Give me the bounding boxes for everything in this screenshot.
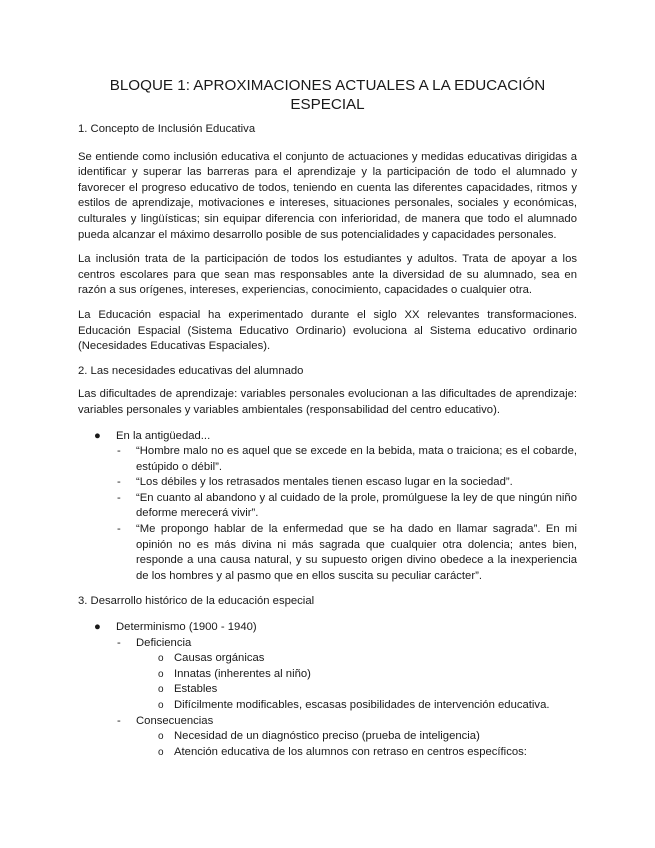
dash-icon: - [117,636,121,649]
list-item-determinism [78,620,577,636]
sub-item [78,667,577,683]
dash-icon: - [117,476,121,489]
circle-icon: o [158,700,164,711]
circle-icon: o [158,668,164,680]
sub-item [78,729,577,745]
quote-item [78,475,577,491]
antiquity-list [78,429,577,585]
circle-icon: o [158,653,164,665]
sub-item-text: Necesidad de un diagnóstico preciso (prueba de inteligencia) [174,730,480,743]
section-1-paragraph-2: La inclusión trata de la participación de todos los estudiantes y adultos. Trata de apoyar a los centros escolares para que sean mas responsables ante la diversidad de su alumnado, sea en razón a sus orígenes, intereses, experiencias, conocimiento, capacidades o cualquier otra. [78,253,577,297]
bullet-text: Determinismo (1900 - 1940) [116,621,257,634]
list-item-antiquity [78,429,577,445]
quote-item [78,444,577,475]
section-2-heading: 2. Las necesidades educativas del alumnado [78,364,304,377]
section-3-heading: 3. Desarrollo histórico de la educación especial [78,595,315,608]
sub-item-text: Difícilmente modificables, escasas posibilidades de intervención educativa. [174,699,550,711]
section-1-heading: 1. Concepto de Inclusión Educativa [78,123,256,135]
dash-icon: - [117,714,121,727]
bullet-text: En la antigüedad... [116,429,211,442]
document-title: BLOQUE 1: APROXIMACIONES ACTUALES A LA EDUCACIÓN ESPECIAL [109,77,546,113]
dash-icon: - [117,523,121,536]
sub-item [78,698,577,714]
section-1-paragraph-3: La Educación espacial ha experimentado durante el siglo XX relevantes transformaciones. Educación Espacial (Sistema Educativo Ordinario) evoluciona al Sistema educativo ordinario (Necesidades Educativas Espaciales). [78,308,577,353]
section-1-paragraph-1: Se entiende como inclusión educativa el conjunto de actuaciones y medidas educativas dirigidas a identificar y superar las barreras para el aprendizaje y la participación de todo el alumnado y favorecer el progreso educativo de todos, teniendo en cuenta las diferentes capacidades, ritmos y estilos de aprendizaje, motivaciones e intereses, situaciones personales, sociales y económicas, culturales y lingüísticas; sin equipar diferencia con inferioridad, de manera que todo el alumnado pueda alcanzar el máximo desarrollo posible de sus potencialidades y capacidades personales. [78,150,577,241]
sub-item [78,651,577,667]
dash-icon: - [117,491,121,504]
quote-item [78,522,577,584]
bullet-icon: ● [94,621,101,634]
section-2-paragraph: Las dificultades de aprendizaje: variables personales evolucionan a las dificultades de aprendizaje: variables personales y variables ambientales (responsabilidad del centro educativo). [78,388,577,416]
quote-text: “En cuanto al abandono y al cuidado de la prole, promúlguese la ley de que ningún niño deforme merecerá vivir”. [136,491,577,520]
sub-item-text: Causas orgánicas [174,652,265,665]
quote-text: “Hombre malo no es aquel que se excede en la bebida, mata o traiciona; es el cobarde, estúpido o débil”. [136,445,577,473]
sub-item-text: Estables [174,683,218,696]
quote-item [78,491,577,522]
circle-icon: o [158,731,164,743]
circle-icon: o [158,746,164,758]
circle-icon: o [158,684,164,696]
group-item-consecuencias [78,714,577,730]
sub-item [78,745,577,761]
section-3 [78,594,577,760]
determinism-list [78,620,577,760]
group-label: Consecuencias [136,714,214,727]
group-item-deficiencia [78,636,577,652]
section-1 [78,122,577,355]
group-label: Deficiencia [136,636,192,649]
dash-icon: - [117,445,121,458]
section-2 [78,364,577,585]
sub-item-text: Atención educativa de los alumnos con retraso en centros específicos: [174,745,527,758]
bullet-icon: ● [94,429,101,442]
quote-text: “Los débiles y los retrasados mentales tienen escaso lugar en la sociedad”. [136,476,513,489]
sub-item [78,682,577,698]
quote-text: “Me propongo hablar de la enfermedad que se ha dado en llamar sagrada”. En mi opinión no es más divina ni más sagrada que cualquier otra dolencia; antes bien, responde a una causa natural, y su supuesto origen divino obedece a la inexperiencia de los hombres y al pasmo que en ellos suscita su peculiar carácter”. [136,523,577,582]
sub-item-text: Innatas (inherentes al niño) [174,667,311,680]
